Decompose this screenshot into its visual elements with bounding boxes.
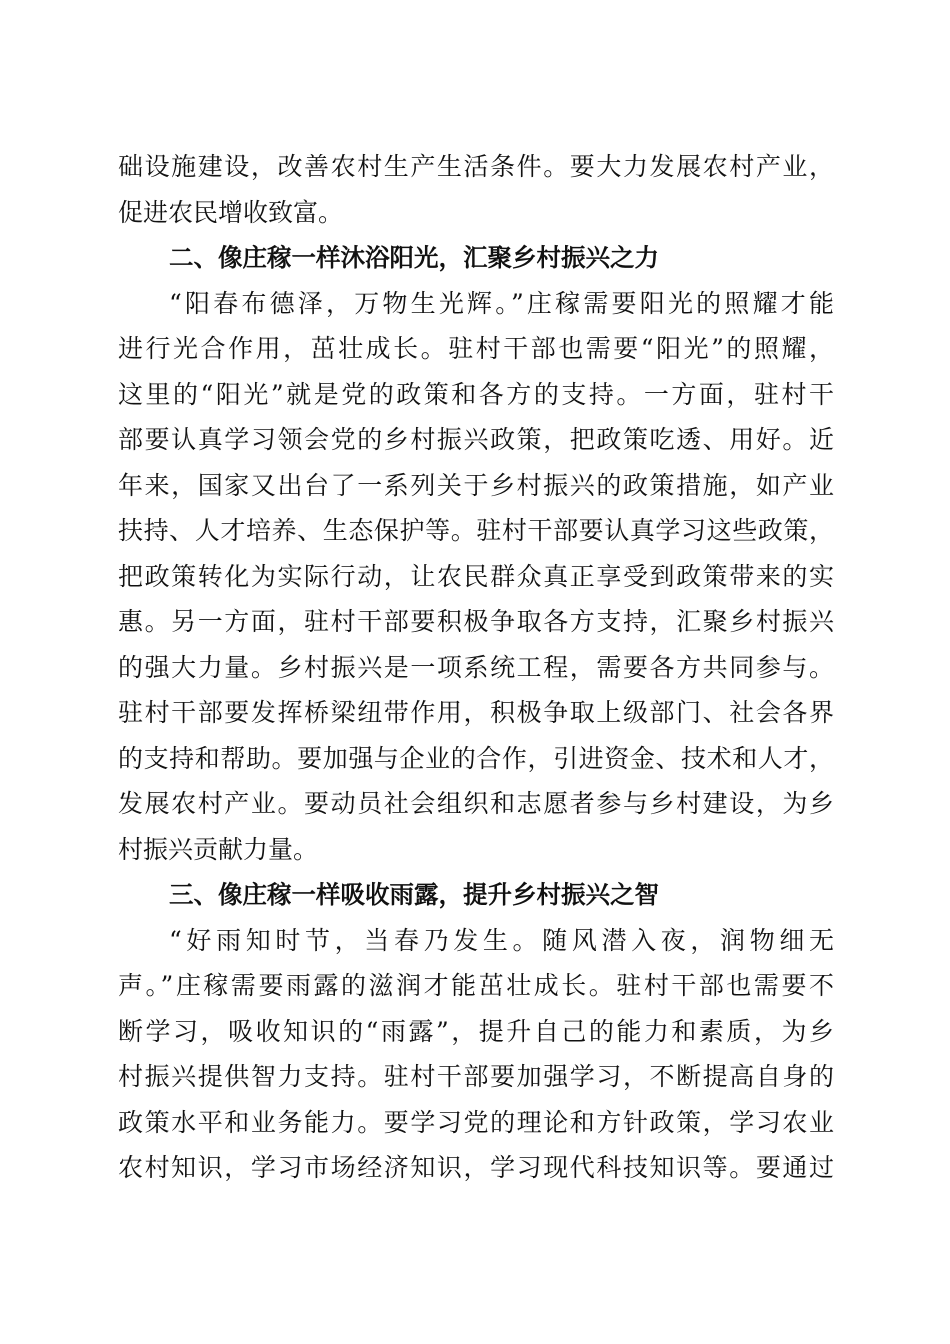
paragraph-line: 惠。另一方面，驻村干部要积极争取各方支持，汇聚乡村振兴 bbox=[118, 607, 834, 636]
paragraph-line: 村振兴提供智力支持。驻村干部要加强学习，不断提高自身的 bbox=[118, 1062, 834, 1091]
paragraph-line: 驻村干部要发挥桥梁纽带作用，积极争取上级部门、社会各界 bbox=[118, 698, 834, 727]
paragraph-line: 这里的“阳光”就是党的政策和各方的支持。一方面，驻村干 bbox=[118, 379, 834, 409]
paragraph-line: 础设施建设，改善农村生产生活条件。要大力发展农村产业， bbox=[118, 152, 834, 181]
paragraph-line: 政策水平和业务能力。要学习党的理论和方针政策，学习农业 bbox=[118, 1107, 834, 1137]
paragraph-line: 把政策转化为实际行动，让农民群众真正享受到政策带来的实 bbox=[118, 561, 834, 591]
paragraph-line: 农村知识，学习市场经济知识，学习现代科技知识等。要通过 bbox=[118, 1153, 834, 1182]
paragraph-line: 断学习，吸收知识的“雨露”，提升自己的能力和素质，为乡 bbox=[118, 1016, 834, 1046]
paragraph-line: 进行光合作用，茁壮成长。驻村干部也需要“阳光”的照耀， bbox=[118, 334, 834, 363]
section-heading-2: 二、像庄稼一样沐浴阳光，汇聚乡村振兴之力 bbox=[169, 243, 659, 272]
paragraph-line: 村振兴贡献力量。 bbox=[118, 834, 319, 864]
paragraph-line: “好雨知时节，当春乃发生。随风潜入夜，润物细无 bbox=[169, 925, 834, 955]
paragraph-line: 促进农民增收致富。 bbox=[118, 197, 344, 227]
section-heading-3: 三、像庄稼一样吸收雨露，提升乡村振兴之智 bbox=[169, 880, 659, 909]
body-text bbox=[118, 147, 834, 1194]
paragraph-line: 声。”庄稼需要雨露的滋润才能茁壮成长。驻村干部也需要不 bbox=[118, 971, 834, 1000]
paragraph-line: 发展农村产业。要动员社会组织和志愿者参与乡村建设，为乡 bbox=[118, 789, 834, 818]
paragraph-line: 部要认真学习领会党的乡村振兴政策，把政策吃透、用好。近 bbox=[118, 425, 834, 454]
paragraph-line: 的支持和帮助。要加强与企业的合作，引进资金、技术和人才， bbox=[118, 743, 834, 773]
paragraph-line: 的强大力量。乡村振兴是一项系统工程，需要各方共同参与。 bbox=[118, 652, 834, 682]
paragraph-line: 年来，国家又出台了一系列关于乡村振兴的政策措施，如产业 bbox=[118, 470, 834, 500]
paragraph-line: “阳春布德泽，万物生光辉。”庄稼需要阳光的照耀才能 bbox=[169, 288, 834, 318]
paragraph-line: 扶持、人才培养、生态保护等。驻村干部要认真学习这些政策， bbox=[118, 516, 834, 545]
